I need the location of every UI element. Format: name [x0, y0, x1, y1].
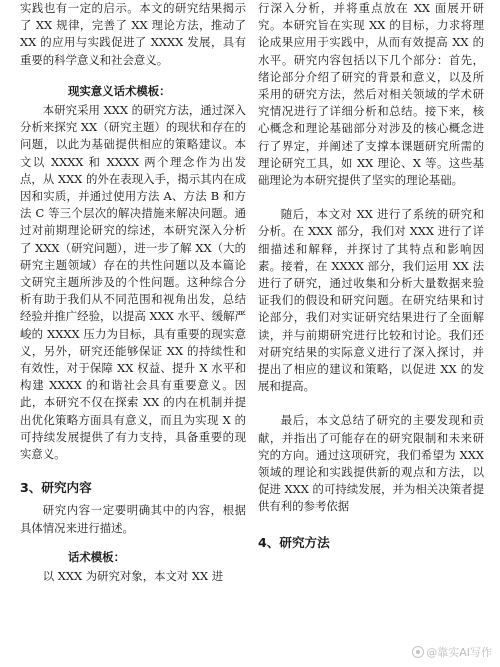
watermark	[412, 644, 492, 660]
watermark-logo-icon	[412, 646, 424, 658]
watermark-text: @靠实AI写作	[426, 646, 492, 659]
right-column	[258, 0, 484, 557]
section-4-heading: 4、研究方法	[258, 534, 330, 550]
intro-paragraph: 实践也有一定的启示。本文的研究结果揭示了 XX 规律，完善了 XX 理论方法，推动了 XX 的应用与实践促进了 XXXX 发展，具有重要的科学意义和社会意义。	[20, 1, 246, 67]
template-paragraph: 以 XXX 为研究对象，本文对 XX 进	[42, 569, 224, 584]
left-column	[20, 0, 246, 585]
research-analysis-paragraph: 随后，本文对 XX 进行了系统的研究和分析。在 XXX 部分，我们对 XXX 进行了详细描述和解释，并探讨了其特点和影响因素。接着，在 XXXX 部分，我们运用 XX 法进行了研究，通过收集和分析大量数据来验证我们的假设和研究问题。在研究结果和讨论部分，我们对实证研究结果进行了全面解读，并与前期研究进行比较和讨论。我们还对研究结果的实际意义进行了深入探讨，并提出了相应的建议和策略，以促进 XX 的发展和提高。	[258, 207, 484, 394]
template-heading: 话术模板：	[68, 549, 125, 564]
conclusion-paragraph: 最后，本文总结了研究的主要发现和贡献，并指出了可能存在的研究限制和未来研究的方向。通过这项研究，我们希望为 XXX 领域的理论和实践提供新的观点和方法，以促进 XXX 的可持续发展，并为相关决策者提供有利的参考依据	[258, 413, 484, 514]
research-content-continued-paragraph: 行深入分析，并将重点放在 XX 面展开研究。本研究旨在实现 XX 的目标，力求将理论成果应用于实践中，从而有效提高 XX 的水平。研究内容包括以下几个部分：首先，绪论部分介绍了研究的背景和意义，以及所采用的研究方法，然后对相关领域的学术研究情况进行了详细分析和总结。接下来，核心概念和理论基础部分对涉及的核心概念进行了界定，并阐述了支撑本课题研究所需的理论研究工具，如 XX 理论、X 等。这些基础理论为本研究提供了坚实的理论基础。	[258, 1, 484, 188]
section-3-heading: 3、研究内容	[20, 480, 92, 496]
practical-significance-paragraph: 本研究采用 XXX 的研究方法，通过深入分析来探究 XX（研究主题）的现状和存在的问题，以此为基础提供相应的策略建议。本文以 XXXX 和 XXXX 两个理念作为出发点，从 XXX 的外在表现入手，揭示其内在成因和实质，并通过使用方法 A、方法 B 和方法 C 等三个层次的解决措施来解决问题。通过对前期理论研究的综述，本研究深入分析了 XXX（研究问题），进一步了解 XX（大的研究主题领域）存在的共性问题以及本篇论文研究主题所涉及的个性问题。这种综合分析有助于我们从不同范围和视角出发，总结经验并推广经验，以提高 XXX 水平、缓解严峻的 XXXX 压力为目标，具有重要的现实意义，另外，研究还能够保证 XX 的持续性和有效性，对于保障 XX 权益、提升 X 水平和构建 XXXX 的和谐社会具有重要意义。因此，本研究不仅在探索 XX 的内在机制并提出优化策略方面具有意义，而且为实现 X 的可持续发展提供了有力支持，具备重要的现实意义。	[20, 103, 246, 462]
research-content-paragraph: 研究内容一定要明确其中的内容，根据具体情况来进行描述。	[20, 503, 246, 535]
practical-significance-heading: 现实意义话术模板：	[68, 83, 171, 98]
